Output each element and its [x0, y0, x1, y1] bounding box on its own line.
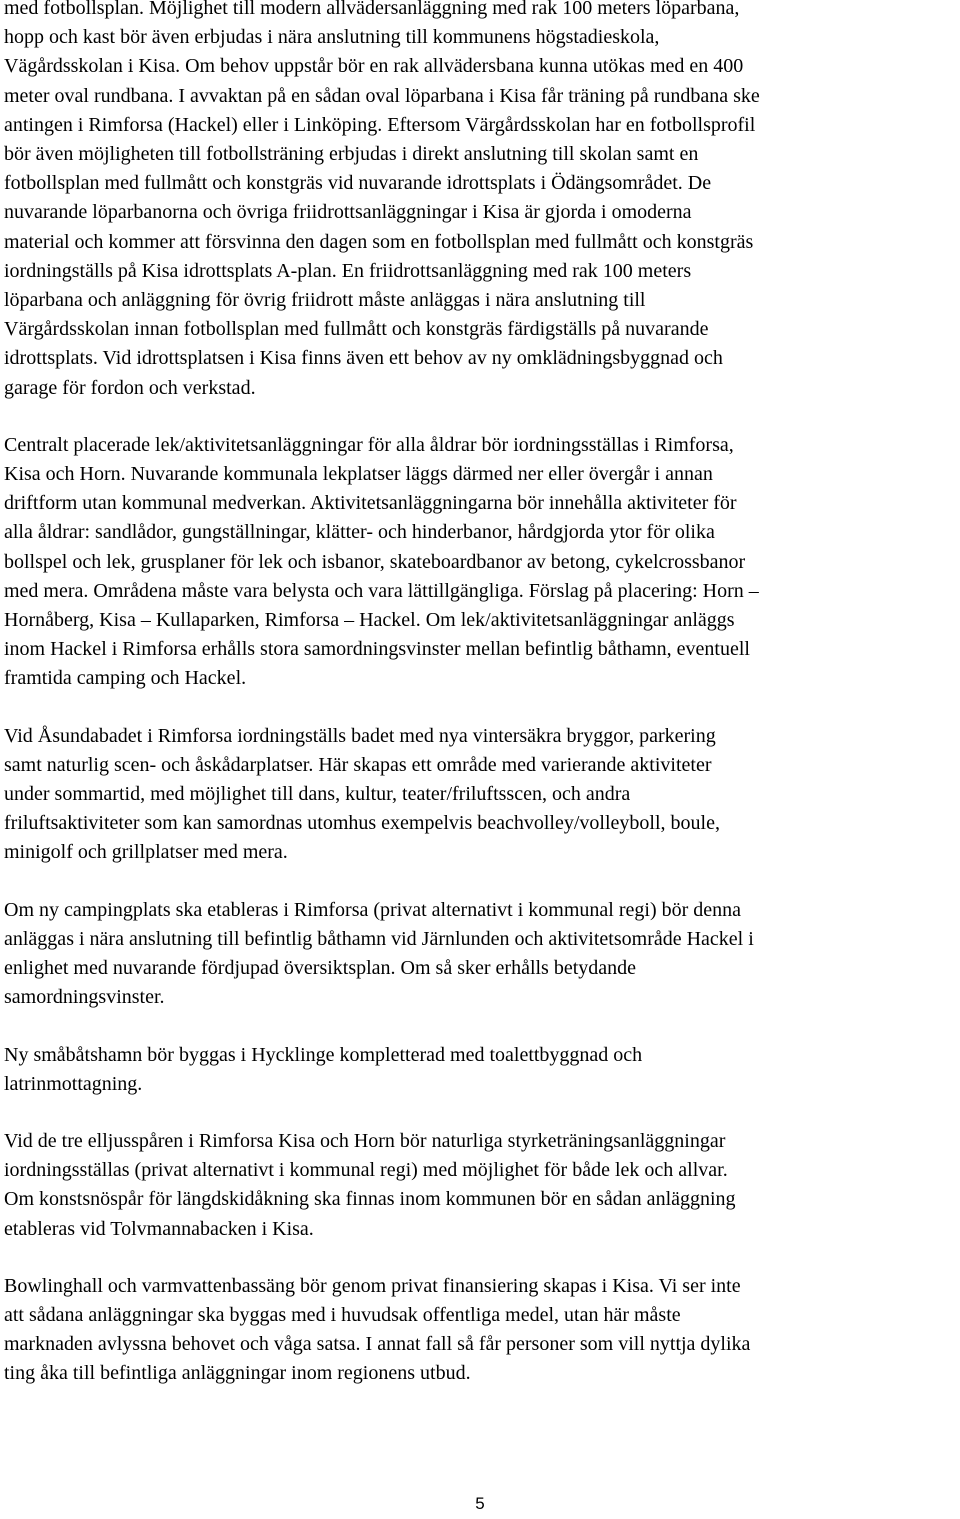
- text-line: att sådana anläggningar ska byggas med i huvudsak offentliga medel, utan här måste: [4, 1303, 681, 1326]
- text-line: löparbana och anläggning för övrig friidrott måste anläggas i nära anslutning till: [4, 289, 646, 312]
- text-line: iordningställs på Kisa idrottsplats A-plan. En friidrottsanläggning med rak 100 meters: [4, 259, 692, 282]
- text-line: med fotbollsplan. Möjlighet till modern allvädersanläggning med rak 100 meters löparbana,: [4, 0, 740, 19]
- text-line: framtida camping och Hackel.: [4, 667, 247, 690]
- paragraph-3: [4, 722, 956, 868]
- text-line: Vid de tre elljusspåren i Rimforsa Kisa och Horn bör naturliga styrketräningsanläggningar: [4, 1129, 726, 1152]
- text-line: minigolf och grillplatser med mera.: [4, 841, 288, 864]
- text-line: Centralt placerade lek/aktivitetsanläggningar för alla åldrar bör iordningsställas i Rimforsa,: [4, 433, 734, 456]
- text-line: under sommartid, med möjlighet till dans, kultur, teater/friluftsscen, och andra: [4, 783, 631, 806]
- text-line: antingen i Rimforsa (Hackel) eller i Linköping. Eftersom Värgårdsskolan har en fotbollsprofil: [4, 113, 756, 136]
- text-line: Om ny campingplats ska etableras i Rimforsa (privat alternativt i kommunal regi) bör denna: [4, 898, 742, 921]
- text-line: anläggas i nära anslutning till befintlig båthamn vid Järnlunden och aktivitetsområde Hackel i: [4, 927, 754, 950]
- text-line: etableras vid Tolvmannabacken i Kisa.: [4, 1217, 314, 1240]
- text-line: Vid Åsundabadet i Rimforsa iordningställs badet med nya vintersäkra bryggor, parkering: [4, 724, 716, 747]
- text-line: marknaden avlyssna behovet och våga satsa. I annat fall så får personer som vill nyttja dylika: [4, 1333, 751, 1356]
- paragraph-1: [4, 0, 956, 403]
- text-line: Värgårdsskolan innan fotbollsplan med fullmått och konstgräs färdigställs på nuvarande: [4, 318, 709, 341]
- text-line: nuvarande löparbanorna och övriga friidrottsanläggningar i Kisa är gjorda i omoderna: [4, 201, 692, 224]
- text-line: hopp och kast bör även erbjudas i nära anslutning till kommunens högstadieskola,: [4, 26, 660, 49]
- text-line: iordningsställas (privat alternativt i kommunal regi) med möjlighet för både lek och allvar.: [4, 1159, 728, 1182]
- text-line: samt naturlig scen- och åskådarplatser. Här skapas ett område med varierande aktiviteter: [4, 753, 712, 776]
- text-line: Vägårdsskolan i Kisa. Om behov uppstår bör en rak allvädersbana kunna utökas med en 400: [4, 55, 744, 78]
- text-line: alla åldrar: sandlådor, gungställningar, klätter- och hinderbanor, hårdgjorda ytor för olika: [4, 521, 715, 544]
- text-line: material och kommer att försvinna den dagen som en fotbollsplan med fullmått och konstgräs: [4, 230, 754, 253]
- paragraph-2: [4, 431, 956, 694]
- text-line: Bowlinghall och varmvattenbassäng bör genom privat finansiering skapas i Kisa. Vi ser inte: [4, 1274, 741, 1297]
- text-line: latrinmottagning.: [4, 1072, 143, 1095]
- text-line: inom Hackel i Rimforsa erhålls stora samordningsvinster mellan befintlig båthamn, eventuell: [4, 638, 750, 661]
- page-number: 5: [475, 1494, 485, 1513]
- paragraph-5: [4, 1041, 956, 1099]
- text-line: bollspel och lek, grusplaner för lek och isbanor, skateboardbanor av betong, cykelcrossbanor: [4, 550, 746, 573]
- text-line: Hornåberg, Kisa – Kullaparken, Rimforsa – Hackel. Om lek/aktivitetsanläggningar anläggs: [4, 609, 735, 632]
- text-line: enlighet med nuvarande fördjupad översiktsplan. Om så sker erhålls betydande: [4, 957, 637, 980]
- text-line: ting åka till befintliga anläggningar inom regionens utbud.: [4, 1362, 471, 1385]
- text-line: Om konstsnöspår för längdskidåkning ska finnas inom kommunen bör en sådan anläggning: [4, 1188, 736, 1211]
- text-line: bör även möjligheten till fotbollsträning erbjudas i direkt anslutning till skolan samt en: [4, 143, 699, 166]
- paragraph-6: [4, 1127, 956, 1244]
- document-body: [4, 0, 956, 1417]
- text-line: garage för fordon och verkstad.: [4, 376, 256, 399]
- text-line: Kisa och Horn. Nuvarande kommunala lekplatser läggs därmed ner eller övergår i annan: [4, 463, 713, 486]
- paragraph-4: [4, 896, 956, 1013]
- paragraph-7: [4, 1272, 956, 1389]
- text-line: samordningsvinster.: [4, 986, 165, 1009]
- text-line: friluftsaktiviteter som kan samordnas utomhus exempelvis beachvolley/volleyboll, boule,: [4, 812, 720, 835]
- text-line: driftform utan kommunal medverkan. Aktivitetsanläggningarna bör innehålla aktiviteter för: [4, 492, 737, 515]
- text-line: fotbollsplan med fullmått och konstgräs vid nuvarande idrottsplats i Ödängsområdet. De: [4, 172, 712, 195]
- text-line: meter oval rundbana. I avvaktan på en sådan oval löparbana i Kisa får träning på rundbana ske: [4, 84, 760, 107]
- text-line: idrottsplats. Vid idrottsplatsen i Kisa finns även ett behov av ny omklädningsbyggnad och: [4, 347, 723, 370]
- text-line: Ny småbåtshamn bör byggas i Hycklinge kompletterad med toalettbyggnad och: [4, 1043, 643, 1066]
- text-line: med mera. Områdena måste vara belysta och vara lättillgängliga. Förslag på placering: Horn –: [4, 579, 759, 602]
